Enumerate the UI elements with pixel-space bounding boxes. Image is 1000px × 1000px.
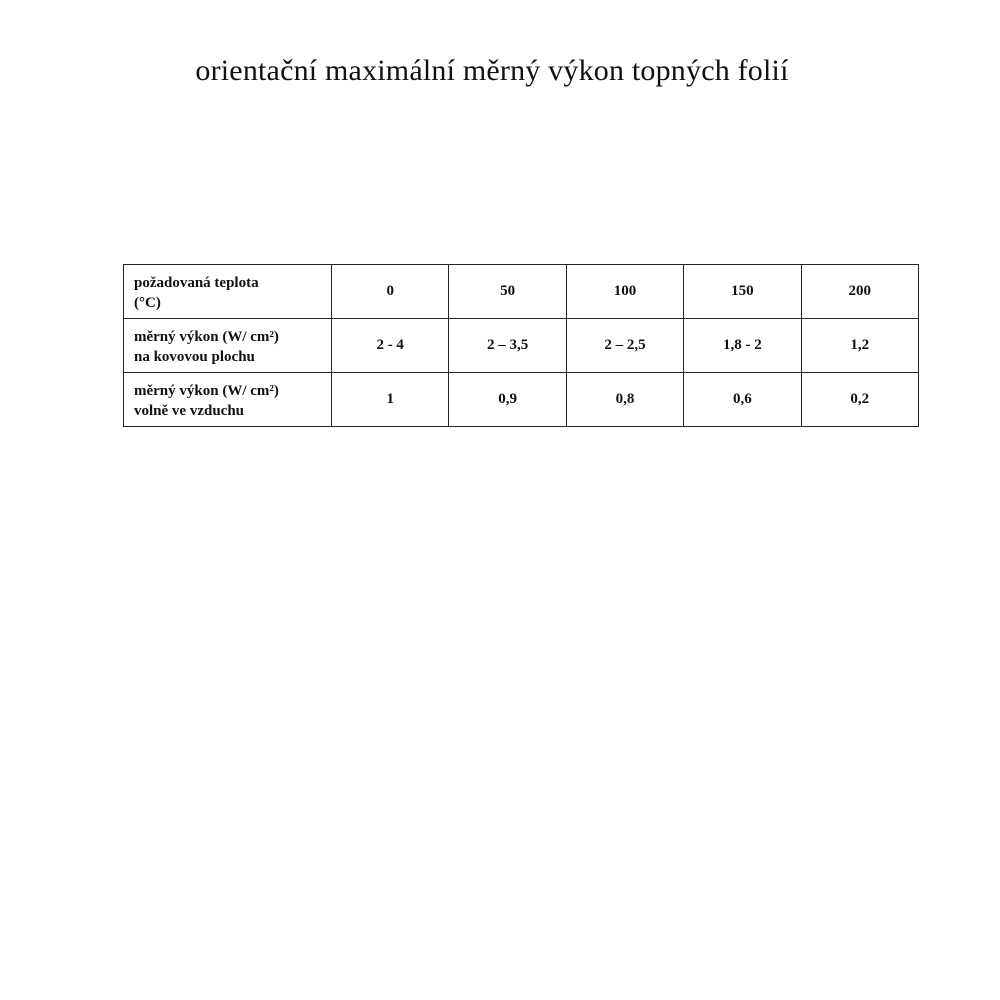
row-header-temperature [124,265,332,319]
table-cell: 0,2 [801,373,918,427]
table-cell: 50 [449,265,566,319]
table-cell: 2 – 2,5 [566,319,683,373]
table-cell: 100 [566,265,683,319]
page-title: orientační maximální měrný výkon topných folií [195,54,789,87]
table-row-metal-surface [124,319,919,373]
table-row-free-air [124,373,919,427]
table-cell: 150 [684,265,801,319]
row-header-metal-surface [124,319,332,373]
power-table [123,264,919,427]
table-cell: 1,8 - 2 [684,319,801,373]
row-header-free-air [124,373,332,427]
table-cell: 1,2 [801,319,918,373]
row-header-line: (°C) [134,294,161,311]
row-header-line: měrný výkon (W/ cm²) [134,382,279,399]
row-header-line: měrný výkon (W/ cm²) [134,328,279,345]
table-cell: 0 [332,265,449,319]
row-header-line: volně ve vzduchu [134,402,245,419]
table-cell: 1 [332,373,449,427]
table-cell: 200 [801,265,918,319]
row-header-line: požadovaná teplota [134,274,259,291]
table-cell: 0,8 [566,373,683,427]
table-cell: 2 - 4 [332,319,449,373]
table-row-temperature [124,265,919,319]
table-cell: 2 – 3,5 [449,319,566,373]
table-cell: 0,6 [684,373,801,427]
table-cell: 0,9 [449,373,566,427]
row-header-line: na kovovou plochu [134,348,255,365]
